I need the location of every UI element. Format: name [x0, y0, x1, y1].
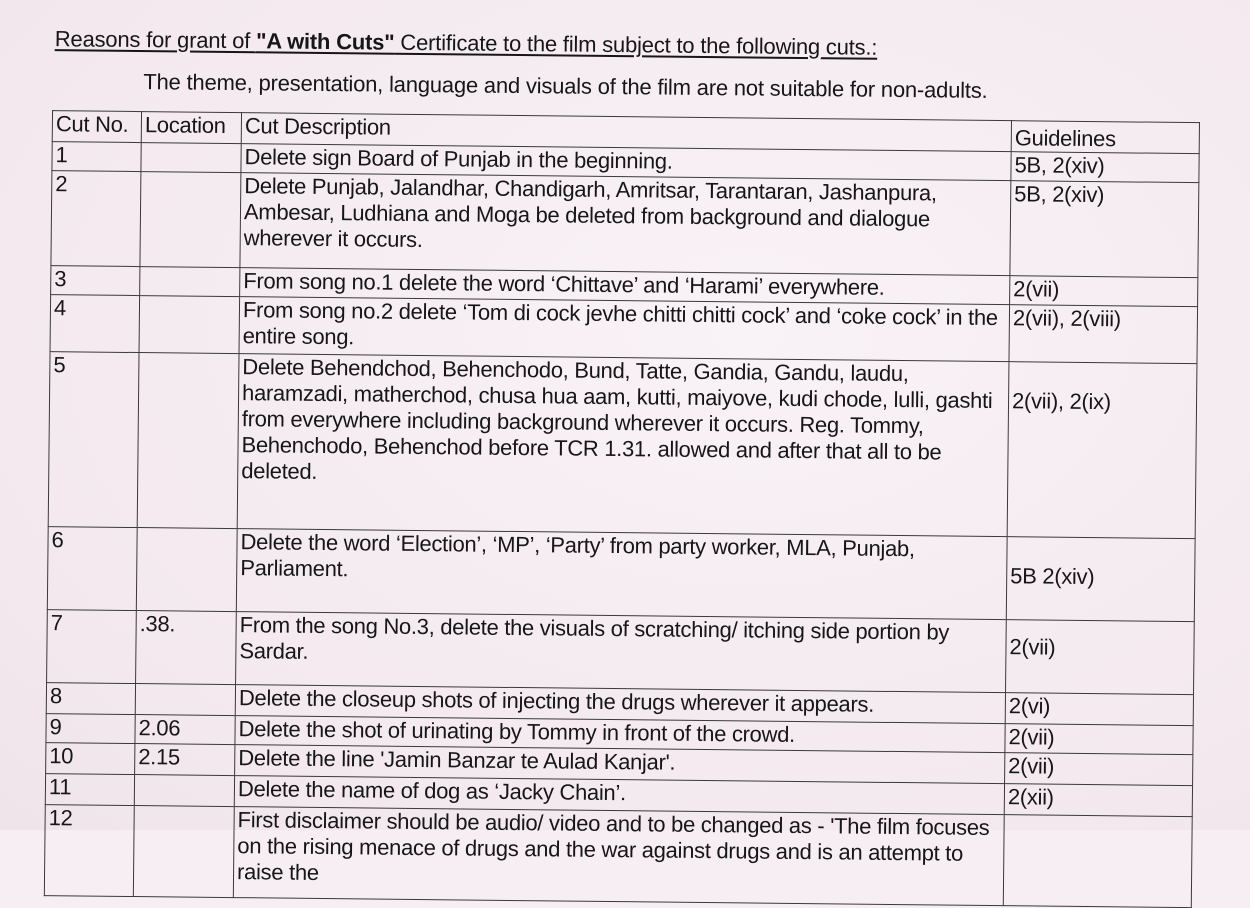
heading-suffix: Certificate to the film subject to the following cuts.:	[394, 29, 878, 60]
table-row	[47, 527, 1195, 622]
location-cell	[140, 172, 241, 268]
certificate-type: "A with Cuts"	[255, 28, 395, 55]
table-row	[44, 805, 1192, 908]
suitability-statement: The theme, presentation, language and visuals of the film are not suitable for non-adults.	[143, 69, 988, 103]
guidelines-cell: 2(vii)	[1005, 753, 1193, 786]
description-cell: From the song No.3, delete the visuals of scratching/ itching side portion by Sardar.	[236, 612, 1007, 693]
description-cell: Delete the shot of urinating by Tommy in front of the crowd.	[235, 716, 1005, 753]
table-row	[47, 610, 1195, 695]
cut-no-cell: 8	[46, 683, 135, 715]
cut-no-cell: 5	[48, 352, 139, 528]
table-row	[51, 171, 1199, 278]
guidelines-cell: 2(vii)	[1010, 276, 1198, 307]
description-cell: Delete the word ‘Election’, ‘MP’, ‘Party’ from party worker, MLA, Punjab, Parliament.	[236, 529, 1007, 620]
guidelines-cell	[1003, 815, 1192, 908]
header-guidelines: Guidelines	[1011, 121, 1199, 154]
cut-no-cell: 4	[50, 295, 140, 353]
location-cell: .38.	[136, 611, 237, 685]
guidelines-cell: 2(vii)	[1006, 620, 1195, 695]
guidelines-cell: 2(xii)	[1004, 784, 1192, 817]
cut-no-cell: 11	[45, 774, 134, 806]
header-description: Cut Description	[241, 113, 1011, 152]
location-cell	[140, 267, 240, 297]
cut-no-cell: 12	[44, 805, 134, 897]
reasons-heading	[55, 26, 878, 61]
location-cell	[137, 353, 239, 529]
guidelines-cell: 2(vii), 2(viii)	[1009, 305, 1198, 364]
location-cell	[133, 806, 234, 898]
description-cell: Delete the line 'Jamin Banzar te Aulad Kanjar'.	[235, 745, 1005, 784]
cut-no-cell: 3	[51, 266, 140, 296]
location-cell	[136, 528, 237, 612]
guidelines-cell: 5B 2(xiv)	[1006, 537, 1195, 622]
description-cell: Delete Punjab, Jalandhar, Chandigarh, Amritsar, Tarantaran, Jashanpura, Ambesar, Ludhiana and Moga be deleted from background and dialogue wherever it occurs.	[240, 173, 1011, 276]
cut-no-cell: 1	[52, 142, 141, 172]
certificate-sheet	[40, 20, 1210, 885]
description-cell: Delete the name of dog as ‘Jacky Chain’.	[234, 776, 1004, 815]
location-cell	[135, 684, 235, 716]
guidelines-cell: 2(vii)	[1005, 724, 1193, 755]
header-cut-no: Cut No.	[52, 111, 141, 143]
location-cell	[141, 143, 241, 173]
cut-no-cell: 6	[47, 527, 137, 611]
guidelines-cell: 5B, 2(xiv)	[1010, 181, 1199, 278]
cut-no-cell: 2	[51, 171, 141, 267]
description-cell: From song no.2 delete ‘Tom di cock jevhe chitti chitti cock’ and ‘coke cock’ in the entire song.	[239, 297, 1010, 362]
location-cell	[139, 296, 240, 354]
cuts-table	[44, 110, 1200, 908]
cut-no-cell: 10	[46, 743, 135, 775]
guidelines-cell: 2(vii), 2(ix)	[1007, 362, 1197, 539]
header-location: Location	[141, 112, 241, 144]
guidelines-cell: 5B, 2(xiv)	[1011, 152, 1199, 183]
table-row	[48, 352, 1197, 539]
location-cell: 2.15	[135, 744, 235, 776]
description-cell: Delete the closeup shots of injecting the drugs wherever it appears.	[235, 685, 1005, 724]
guidelines-cell: 2(vi)	[1005, 693, 1193, 726]
cut-no-cell: 7	[47, 610, 137, 684]
description-cell: Delete Behendchod, Behenchodo, Bund, Tatte, Gandia, Gandu, laudu, haramzadi, matherchod, chusa hua aam, kutti, maiyove, kudi chode, lulli, gashti from everywhere including background wherever it occurs. Reg. Tommy, Behenchodo, Behenchod before TCR 1.31. allowed and after that all to be deleted.	[237, 354, 1009, 537]
description-cell: First disclaimer should be audio/ video and to be changed as - 'The film focuses on the rising menace of drugs and the war against drugs and is an attempt to raise the	[233, 807, 1004, 906]
location-cell: 2.06	[135, 715, 235, 745]
heading-prefix: Reasons for grant of	[54, 26, 257, 54]
cut-no-cell: 9	[46, 714, 135, 744]
location-cell	[134, 775, 234, 807]
description-cell: Delete sign Board of Punjab in the beginning.	[241, 144, 1011, 181]
description-cell: From song no.1 delete the word ‘Chittave’ and ‘Harami’ everywhere.	[240, 268, 1010, 305]
